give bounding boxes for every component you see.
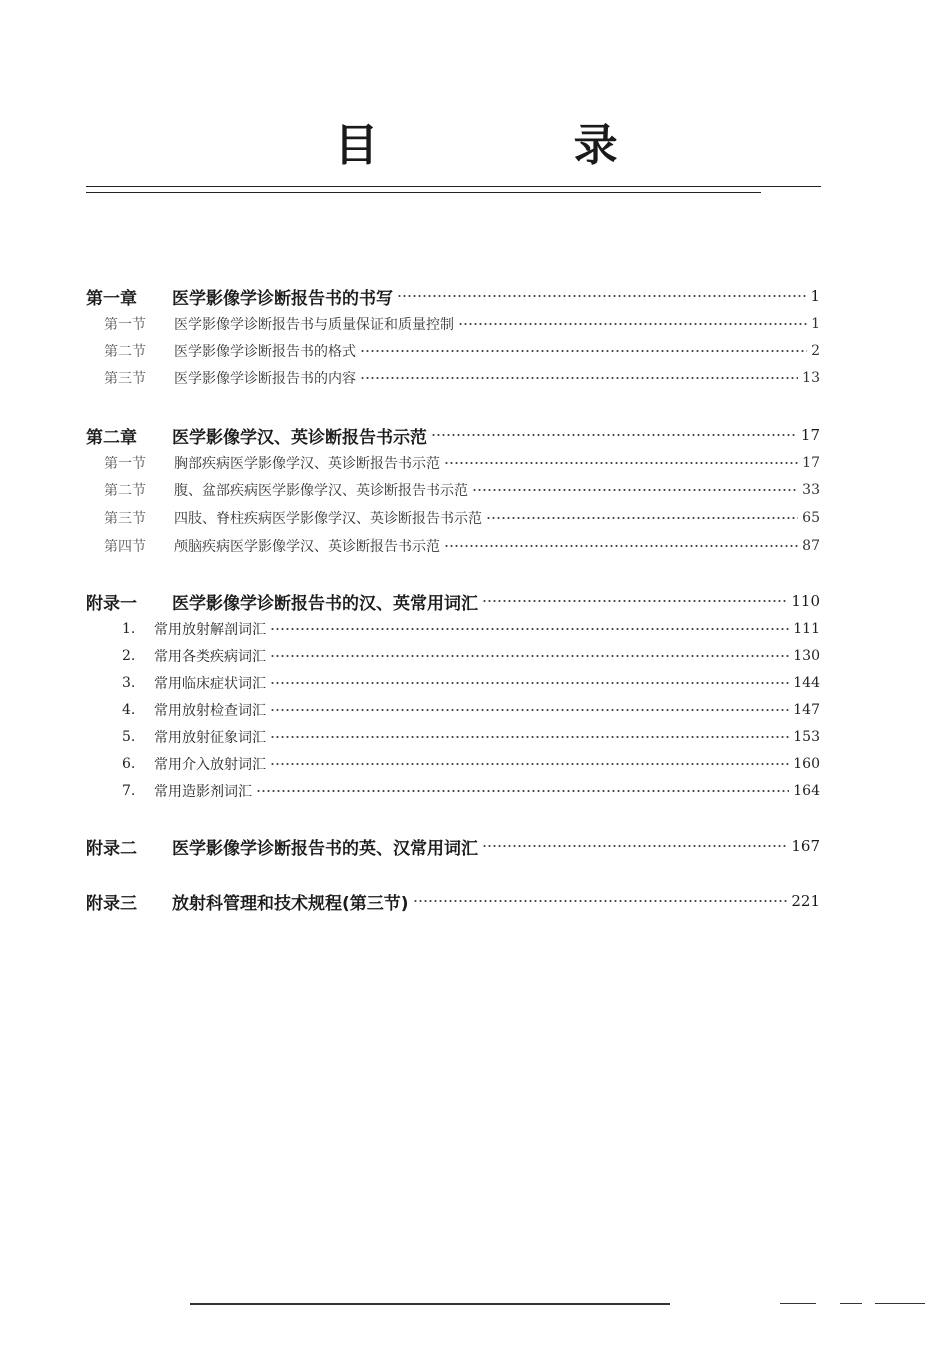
section-title: 四肢、脊柱疾病医学影像学汉、英诊断报告书示范 bbox=[174, 511, 482, 527]
page-number: 65 bbox=[802, 510, 820, 526]
page-number: 130 bbox=[793, 648, 820, 664]
page-number: 1 bbox=[811, 316, 820, 332]
item-number: 3. bbox=[122, 675, 136, 691]
toc-vocab-item[interactable] bbox=[86, 700, 820, 720]
dot-leader bbox=[397, 294, 806, 298]
toc-vocab-item[interactable] bbox=[86, 754, 820, 774]
section-label: 第四节 bbox=[104, 539, 146, 555]
section-label: 第二节 bbox=[104, 483, 146, 499]
toc-vocab-item[interactable] bbox=[86, 673, 820, 693]
item-title: 常用临床症状词汇 bbox=[154, 676, 266, 692]
section-title: 医学影像学诊断报告书与质量保证和质量控制 bbox=[174, 317, 454, 333]
section-label: 第三节 bbox=[104, 371, 146, 387]
section-title: 医学影像学诊断报告书的格式 bbox=[174, 344, 356, 360]
dot-leader bbox=[270, 708, 789, 712]
appendix-title: 医学影像学诊断报告书的英、汉常用词汇 bbox=[172, 838, 478, 859]
toc-section[interactable] bbox=[86, 341, 820, 361]
appendix-label: 附录一 bbox=[86, 593, 137, 614]
section-title: 颅脑疾病医学影像学汉、英诊断报告书示范 bbox=[174, 539, 440, 555]
section-label: 第三节 bbox=[104, 511, 146, 527]
section-label: 第二节 bbox=[104, 344, 146, 360]
toc-section[interactable] bbox=[86, 314, 820, 334]
dot-leader bbox=[270, 627, 789, 631]
page-number: 110 bbox=[791, 592, 820, 610]
toc-vocab-item[interactable] bbox=[86, 619, 820, 639]
item-title: 常用放射检查词汇 bbox=[154, 703, 266, 719]
toc-section[interactable] bbox=[86, 536, 820, 556]
item-number: 1. bbox=[122, 621, 136, 637]
dot-leader bbox=[360, 349, 807, 353]
section-label: 第一节 bbox=[104, 456, 146, 472]
toc-section[interactable] bbox=[86, 508, 820, 528]
dot-leader bbox=[360, 376, 798, 380]
toc-chapter-2[interactable] bbox=[86, 424, 820, 446]
dot-leader bbox=[482, 599, 787, 603]
toc-vocab-item[interactable] bbox=[86, 727, 820, 747]
appendix-title: 医学影像学诊断报告书的汉、英常用词汇 bbox=[172, 593, 478, 614]
toc-section[interactable] bbox=[86, 453, 820, 473]
page-number: 144 bbox=[793, 675, 820, 691]
page-number: 147 bbox=[793, 702, 820, 718]
dot-leader bbox=[256, 789, 789, 793]
page-number: 87 bbox=[802, 538, 820, 554]
page-number: 160 bbox=[793, 756, 820, 772]
item-number: 6. bbox=[122, 756, 136, 772]
dot-leader bbox=[431, 433, 797, 437]
appendix-label: 附录二 bbox=[86, 838, 137, 859]
page-number: 111 bbox=[793, 621, 820, 637]
dot-leader bbox=[458, 322, 807, 326]
dot-leader bbox=[270, 681, 789, 685]
chapter-label: 第一章 bbox=[86, 288, 137, 309]
toc-vocab-item[interactable] bbox=[86, 646, 820, 666]
page-number: 17 bbox=[800, 426, 820, 444]
chapter-label: 第二章 bbox=[86, 427, 137, 448]
page-number: 164 bbox=[793, 783, 820, 799]
page-number: 153 bbox=[793, 729, 820, 745]
page-number: 167 bbox=[791, 837, 820, 855]
section-label: 第一节 bbox=[104, 317, 146, 333]
page-title: 目 录 bbox=[334, 120, 708, 171]
item-number: 5. bbox=[122, 729, 136, 745]
dot-leader bbox=[482, 844, 787, 848]
page-number: 17 bbox=[802, 455, 820, 471]
item-title: 常用造影剂词汇 bbox=[154, 784, 252, 800]
toc-chapter-1[interactable] bbox=[86, 285, 820, 307]
dot-leader bbox=[270, 735, 789, 739]
item-number: 7. bbox=[122, 783, 136, 799]
toc-appendix-1[interactable] bbox=[86, 590, 820, 612]
scan-edge-line bbox=[780, 1303, 816, 1304]
item-title: 常用介入放射词汇 bbox=[154, 757, 266, 773]
appendix-label: 附录三 bbox=[86, 893, 137, 914]
dot-leader bbox=[444, 461, 798, 465]
item-title: 常用放射解剖词汇 bbox=[154, 622, 266, 638]
page-number: 2 bbox=[811, 343, 820, 359]
chapter-title: 医学影像学汉、英诊断报告书示范 bbox=[172, 427, 427, 448]
scan-edge-line bbox=[875, 1303, 925, 1304]
item-number: 2. bbox=[122, 648, 136, 664]
page-number: 13 bbox=[802, 370, 820, 386]
dot-leader bbox=[472, 488, 798, 492]
toc-section[interactable] bbox=[86, 368, 820, 388]
dot-leader bbox=[270, 762, 789, 766]
page-number: 221 bbox=[791, 892, 820, 910]
toc-appendix-3[interactable] bbox=[86, 890, 820, 912]
dot-leader bbox=[444, 544, 798, 548]
section-title: 胸部疾病医学影像学汉、英诊断报告书示范 bbox=[174, 456, 440, 472]
dot-leader bbox=[413, 899, 788, 903]
item-title: 常用放射征象词汇 bbox=[154, 730, 266, 746]
scan-edge-line bbox=[840, 1303, 862, 1304]
toc-appendix-2[interactable] bbox=[86, 835, 820, 857]
section-title: 医学影像学诊断报告书的内容 bbox=[174, 371, 356, 387]
page-number: 1 bbox=[810, 287, 820, 305]
item-number: 4. bbox=[122, 702, 136, 718]
scan-edge-line bbox=[190, 1303, 670, 1305]
dot-leader bbox=[270, 654, 789, 658]
toc-section[interactable] bbox=[86, 480, 820, 500]
toc-vocab-item[interactable] bbox=[86, 781, 820, 801]
chapter-title: 医学影像学诊断报告书的书写 bbox=[172, 288, 393, 309]
item-title: 常用各类疾病词汇 bbox=[154, 649, 266, 665]
dot-leader bbox=[486, 516, 798, 520]
page-number: 33 bbox=[802, 482, 820, 498]
section-title: 腹、盆部疾病医学影像学汉、英诊断报告书示范 bbox=[174, 483, 468, 499]
appendix-title: 放射科管理和技术规程(第三节) bbox=[172, 893, 409, 914]
